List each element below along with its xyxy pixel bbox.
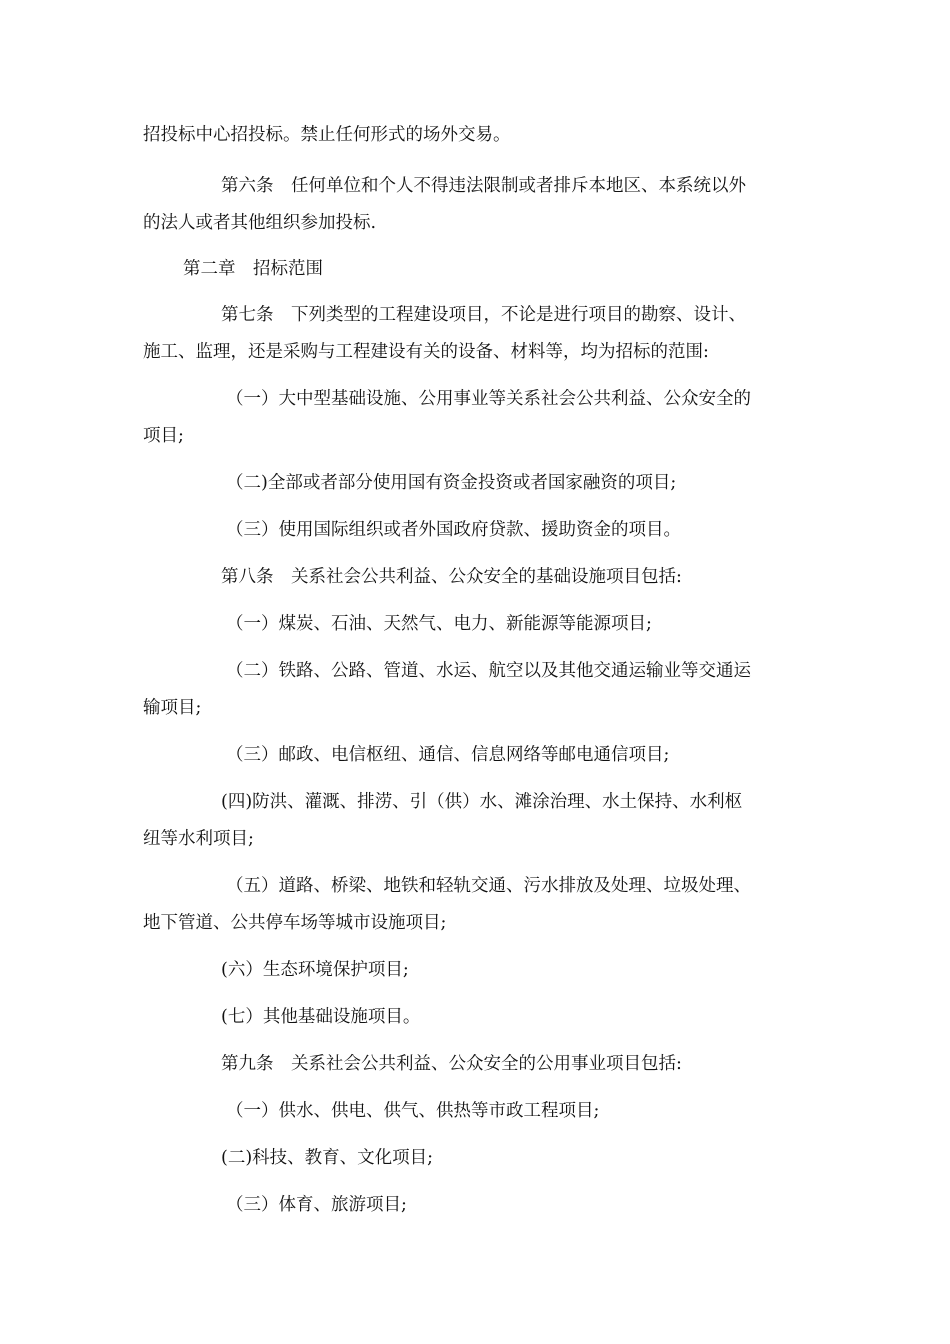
list-item: (六）生态环境保护项目; [221,960,409,980]
article-7-line-1: 第七条 下列类型的工程建设项目，不论是进行项目的勘察、设计、 [221,305,746,325]
list-item: （一）大中型基础设施、公用事业等关系社会公共利益、公众安全的 [226,389,751,409]
list-item: （三）体育、旅游项目; [226,1195,407,1215]
list-item: (二)科技、教育、文化项目; [221,1148,434,1168]
list-item: （一）供水、供电、供气、供热等市政工程项目; [226,1101,600,1121]
list-item: （五）道路、桥梁、地铁和轻轨交通、污水排放及处理、垃圾处理、 [226,876,751,896]
list-item: （二）铁路、公路、管道、水运、航空以及其他交通运输业等交通运 [226,661,751,681]
text-line: 招投标中心招投标。禁止任何形式的场外交易。 [143,125,511,145]
list-item-continued: 纽等水利项目; [143,829,254,849]
list-item-continued: 项目; [143,426,184,446]
list-item-continued: 输项目; [143,698,202,718]
list-item: (七）其他基础设施项目。 [221,1007,421,1027]
article-8-line: 第八条 关系社会公共利益、公众安全的基础设施项目包括: [221,567,682,587]
article-6-line-1: 第六条 任何单位和个人不得违法限制或者排斥本地区、本系统以外 [221,176,746,196]
list-item: （三）邮政、电信枢纽、通信、信息网络等邮电通信项目; [226,745,670,765]
list-item: （三）使用国际组织或者外国政府贷款、援助资金的项目。 [226,520,681,540]
article-9-line: 第九条 关系社会公共利益、公众安全的公用事业项目包括: [221,1054,682,1074]
chapter-heading: 第二章 招标范围 [183,259,323,279]
list-item: （二)全部或者部分使用国有资金投资或者国家融资的项目; [226,473,677,493]
article-6-line-2: 的法人或者其他组织参加投标. [143,213,377,233]
list-item: (四)防洪、灌溉、排涝、引（供）水、滩涂治理、水土保持、水利枢 [221,792,743,812]
list-item: （一）煤炭、石油、天然气、电力、新能源等能源项目; [226,614,652,634]
list-item-continued: 地下管道、公共停车场等城市设施项目; [143,913,447,933]
article-7-line-2: 施工、监理，还是采购与工程建设有关的设备、材料等，均为招标的范围: [143,342,709,362]
